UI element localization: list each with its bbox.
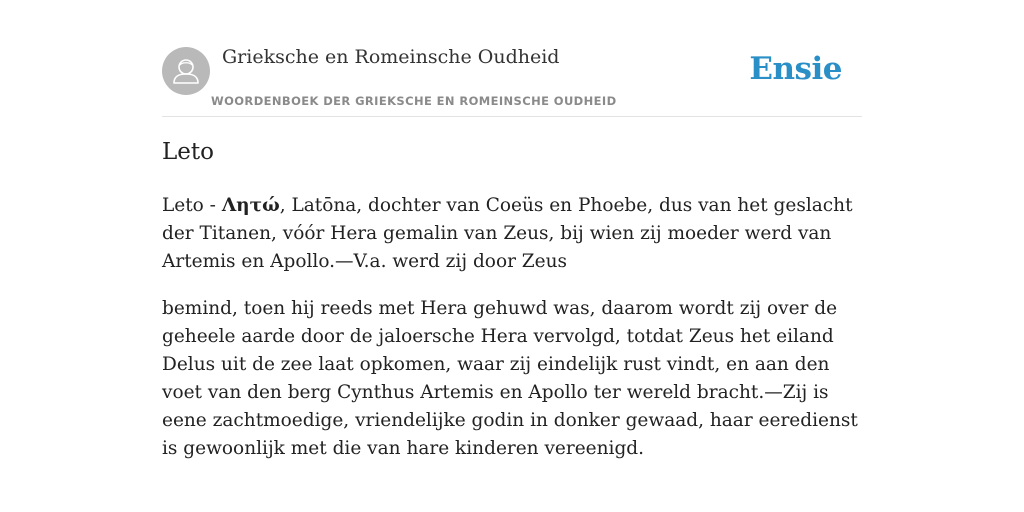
entry-paragraph [162,192,862,276]
entry-title: Leto [162,139,214,165]
avatar[interactable] [162,47,210,95]
greek-name: Λητώ [221,195,280,216]
source-subtitle: WOORDENBOEK DER GRIEKSCHE EN ROMEINSCHE OUDHEID [211,94,617,108]
entry-lead: Leto - [162,195,222,216]
entry-paragraph: bemind, toen hij reeds met Hera gehuwd was, daarom wordt zij over de geheele aarde door de jaloersche Hera vervolgd, totdat Zeus het eiland Delus uit de zee laat opkomen, waar zij eindelijk rust vindt, en aan den voet van den berg Cynthus Artemis en Apollo ter wereld bracht.—Zij is eene zachtmoedige, vriendelijke godin in donker gewaad, haar eeredienst is gewoonlijk met die van hare kinderen vereenigd. [162,298,858,459]
entry-body [162,192,862,482]
source-title[interactable]: Grieksche en Romeinsche Oudheid [222,46,560,68]
entry-text: , Latōna, dochter van Coeüs en Phoebe, dus van het geslacht der Titanen, vóór Hera gemalin van Zeus, bij wien zij moeder werd van Artemis en Apollo.—V.a. werd zij door Zeus [162,195,853,272]
user-icon [162,47,210,95]
ensie-logo[interactable]: Ensie [749,51,842,87]
source-header [162,0,862,117]
